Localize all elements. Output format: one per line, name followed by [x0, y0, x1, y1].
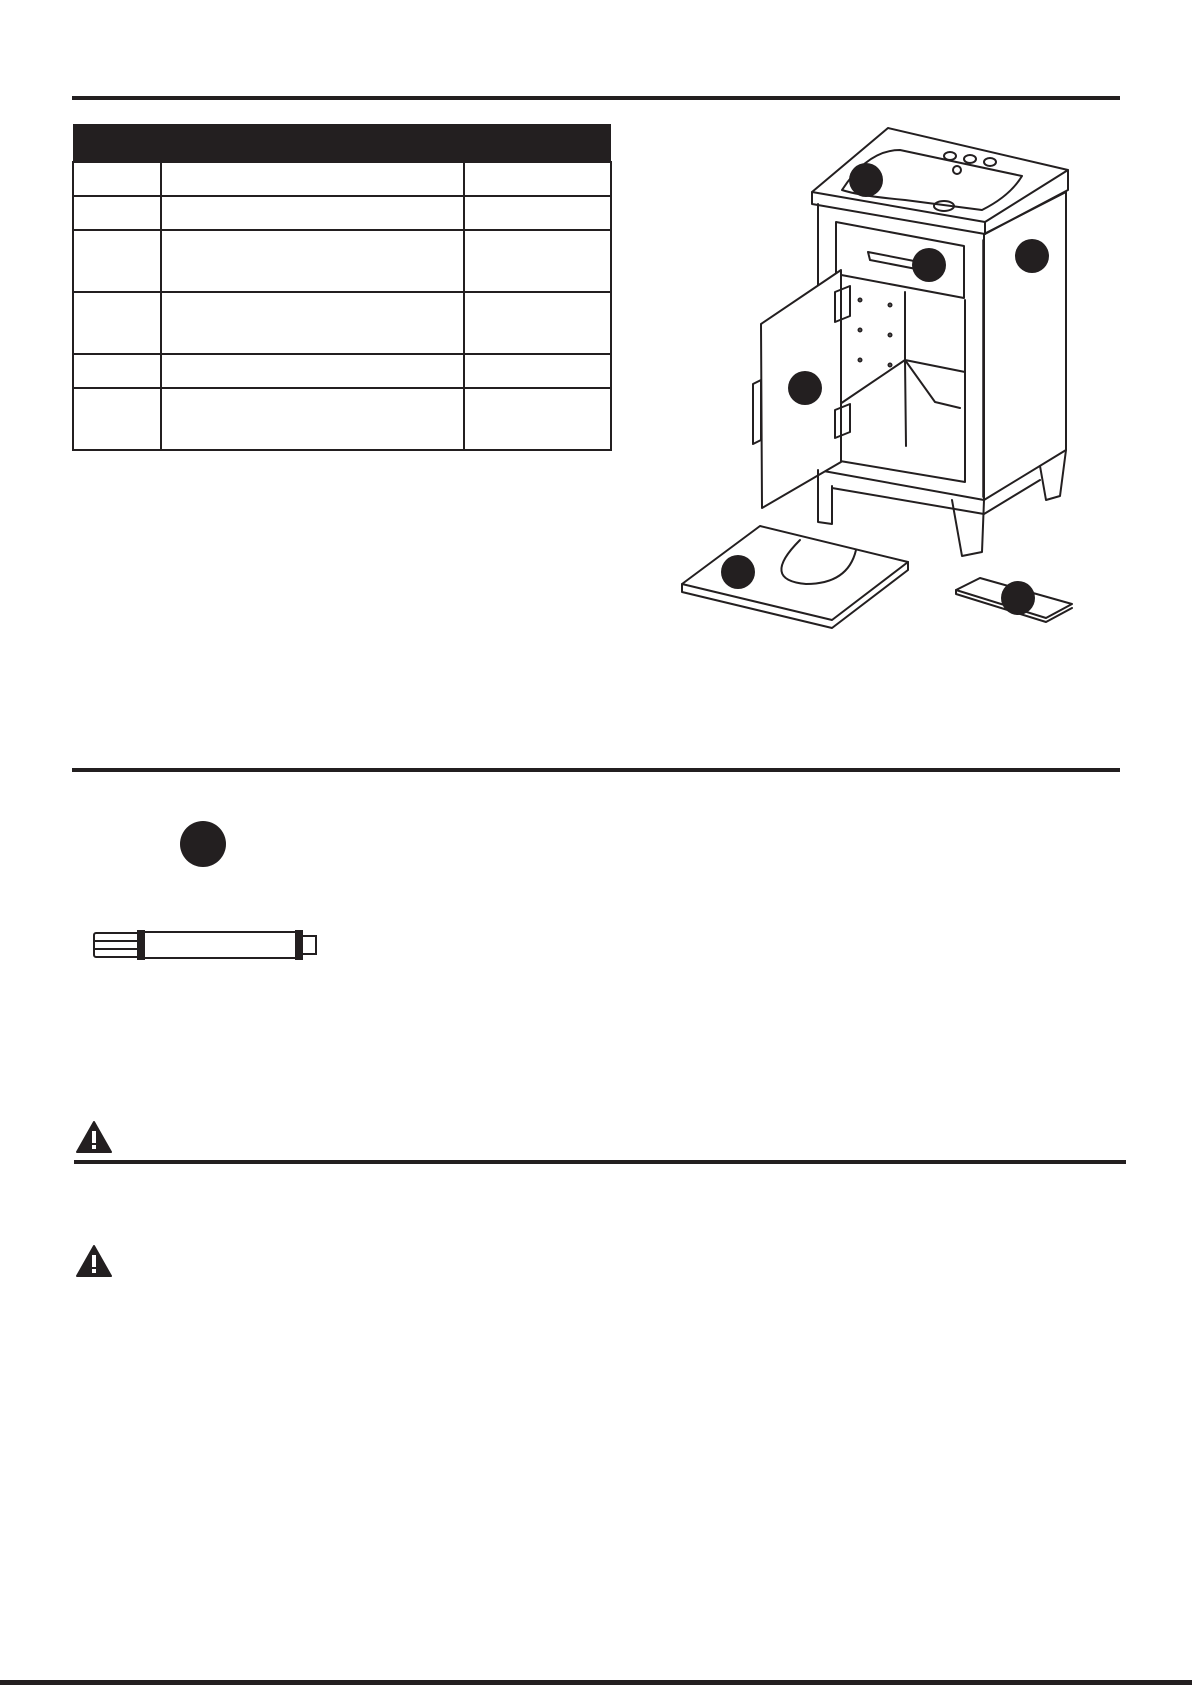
header-description [161, 124, 464, 162]
table-row [73, 230, 611, 292]
hardware-section-rule [72, 768, 1120, 772]
table-row [73, 292, 611, 354]
warning-triangle-icon [75, 1244, 113, 1278]
top-rule [72, 96, 1120, 100]
warning-triangle-icon [75, 1120, 113, 1154]
hex-key-tool [92, 925, 320, 965]
cabinet-body [818, 192, 1066, 500]
warning-rule [74, 1160, 1126, 1164]
cell-part [73, 292, 161, 354]
cell-description [161, 292, 464, 354]
cell-quantity [464, 230, 611, 292]
callout-sink-top [849, 163, 883, 197]
cell-quantity [464, 292, 611, 354]
parts-table-header [73, 124, 611, 162]
callout-door [788, 371, 822, 405]
table-row [73, 162, 611, 196]
callout-drawer [912, 248, 946, 282]
cabinet-base [818, 450, 1066, 556]
cell-quantity [464, 196, 611, 230]
table-row [73, 388, 611, 450]
cell-part [73, 354, 161, 388]
header-quantity [464, 124, 611, 162]
callout-cabinet-side [1015, 239, 1049, 273]
callout-floor-panel [721, 555, 755, 589]
page-bottom-bar [0, 1680, 1192, 1685]
table-row [73, 196, 611, 230]
callout-faucet-plate [1001, 581, 1035, 615]
cell-description [161, 354, 464, 388]
cell-part [73, 162, 161, 196]
cell-quantity [464, 388, 611, 450]
cell-quantity [464, 162, 611, 196]
parts-table [72, 124, 612, 451]
cell-description [161, 230, 464, 292]
floor-panel [682, 526, 908, 628]
table-row [73, 354, 611, 388]
vanity-diagram [670, 118, 1080, 638]
cell-description [161, 162, 464, 196]
cell-description [161, 196, 464, 230]
cell-part [73, 196, 161, 230]
cell-description [161, 388, 464, 450]
cell-part [73, 388, 161, 450]
cell-part [73, 230, 161, 292]
cell-quantity [464, 354, 611, 388]
hardware-badge [180, 821, 226, 867]
header-part [73, 124, 161, 162]
